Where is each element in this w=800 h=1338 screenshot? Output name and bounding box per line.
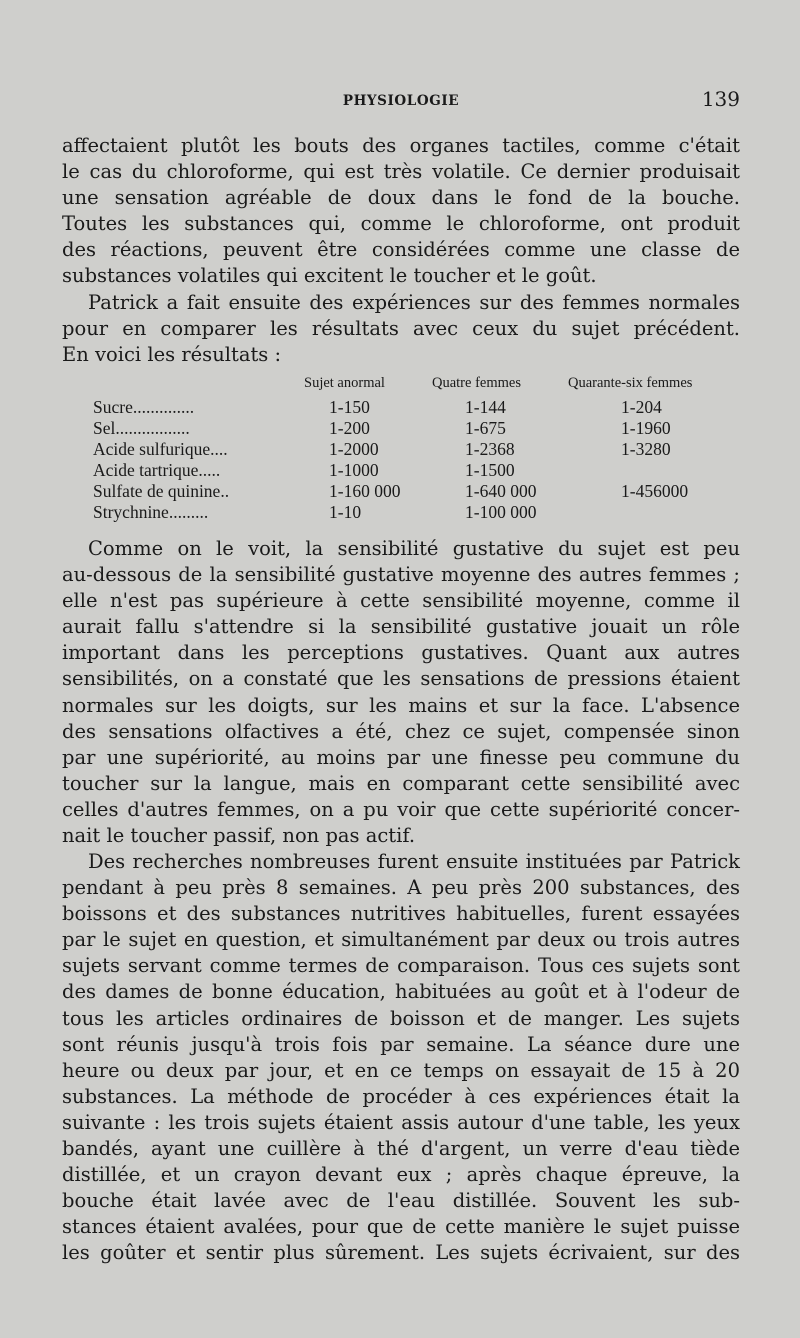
text-line: affectaient plutôt les bouts des organes tactiles, comme c'était (62, 134, 740, 157)
table-cell: 1-3280 (621, 439, 671, 459)
substance-name: Acide tartrique..... (93, 460, 221, 480)
text-line: substances. La méthode de procéder à ces expériences était la (62, 1084, 740, 1108)
text-line: des sensations olfactives a été, chez ce sujet, compensée sinon (62, 719, 740, 743)
table-cell: 1-160 000 (329, 481, 401, 501)
text-line: le cas du chloroforme, qui est très volatile. Ce dernier produisait (62, 160, 740, 184)
column-header: Quarante-six femmes (568, 375, 693, 391)
text-line: Comme on le voit, la sensibilité gustative du sujet est peu (88, 537, 740, 560)
text-line: En voici les résultats : (62, 343, 282, 367)
text-line: nait le toucher passif, non pas actif. (62, 824, 416, 848)
table-cell: 1-2000 (329, 439, 379, 459)
text-line: pour en comparer les résultats avec ceux du sujet précédent. (62, 317, 740, 341)
table-cell: 1-150 (329, 397, 370, 417)
table-header-row (93, 375, 743, 397)
text-line: Toutes les substances qui, comme le chloroforme, ont produit (62, 212, 740, 236)
running-header (62, 87, 740, 117)
text-line: suivante : les trois sujets étaient assis autour d'une table, les yeux (62, 1110, 740, 1134)
table-row (93, 502, 743, 523)
text-line: tous les articles ordinaires de boisson et de manger. Les sujets (62, 1006, 740, 1030)
text-line: des dames de bonne éducation, habituées au goût et à l'odeur de (62, 980, 740, 1004)
text-line: celles d'autres femmes, on a pu voir que cette supériorité concer- (62, 797, 740, 821)
column-header: Sujet anormal (304, 375, 385, 391)
table-cell: 1-144 (465, 397, 506, 417)
paragraph-intro-results (62, 290, 740, 368)
text-line: une sensation agréable de doux dans le fond de la bouche. (62, 186, 740, 210)
table-cell: 1-204 (621, 397, 662, 417)
substance-name: Sulfate de quinine.. (93, 481, 230, 501)
text-line: boissons et des substances nutritives habituelles, furent essayées (62, 902, 740, 926)
table-row (93, 439, 743, 460)
text-line: au-dessous de la sensibilité gustative moyenne des autres femmes ; (62, 563, 740, 587)
table-cell: 1-1500 (465, 460, 515, 480)
text-line: Des recherches nombreuses furent ensuite instituées par Patrick (88, 850, 740, 873)
text-line: elle n'est pas supérieure à cette sensibilité moyenne, comme il (62, 589, 740, 613)
text-line: normales sur les doigts, sur les mains et sur la face. L'absence (62, 693, 740, 717)
column-header: Quatre femmes (432, 375, 521, 391)
text-line: stances étaient avalées, pour que de cette manière le sujet puisse (62, 1215, 740, 1239)
page-number: 139 (701, 87, 740, 111)
text-line: substances volatiles qui excitent le toucher et le goût. (62, 264, 597, 288)
paragraph-method (62, 849, 740, 1267)
text-line: bandés, ayant une cuillère à thé d'argent, un verre d'eau tiède (62, 1137, 740, 1161)
substance-name: Strychnine......... (93, 502, 209, 522)
substance-name: Sucre.............. (93, 397, 195, 417)
paragraph-continued (62, 133, 740, 290)
text-line: Patrick a fait ensuite des expériences sur des femmes normales (88, 291, 740, 314)
table-cell: 1-675 (465, 418, 506, 438)
text-line: important dans les perceptions gustatives. Quant aux autres (62, 641, 740, 665)
table-row (93, 397, 743, 418)
substance-name: Acide sulfurique.... (93, 439, 228, 459)
table-cell: 1-1960 (621, 418, 671, 438)
table-cell: 1-200 (329, 418, 370, 438)
results-table (93, 375, 743, 523)
table-row (93, 418, 743, 439)
text-line: pendant à peu près 8 semaines. A peu près 200 substances, des (62, 876, 740, 900)
substance-name: Sel................. (93, 418, 190, 438)
table-cell: 1-10 (329, 502, 362, 522)
table-row (93, 481, 743, 502)
text-line: sensibilités, on a constaté que les sensations de pressions étaient (62, 667, 740, 691)
text-line: par une supériorité, au moins par une finesse peu commune du (62, 745, 740, 769)
text-line: heure ou deux par jour, et en ce temps on essayait de 15 à 20 (62, 1058, 740, 1082)
text-line: par le sujet en question, et simultanément par deux ou trois autres (62, 928, 740, 952)
text-line: aurait fallu s'attendre si la sensibilité gustative jouait un rôle (62, 615, 740, 639)
table-cell: 1-640 000 (465, 481, 537, 501)
text-line: les goûter et sentir plus sûrement. Les sujets écrivaient, sur des (62, 1241, 740, 1265)
table-row (93, 460, 743, 481)
running-title: PHYSIOLOGIE (342, 93, 460, 109)
text-line: distillée, et un crayon devant eux ; après chaque épreuve, la (62, 1163, 740, 1187)
table-cell: 1-456000 (621, 481, 689, 501)
paragraph-discussion (62, 536, 740, 849)
text-line: toucher sur la langue, mais en comparant cette sensibilité avec (62, 771, 740, 795)
text-line: bouche était lavée avec de l'eau distillée. Souvent les sub- (62, 1189, 740, 1213)
text-line: sont réunis jusqu'à trois fois par semaine. La séance dure une (62, 1032, 740, 1056)
table-cell: 1-100 000 (465, 502, 537, 522)
table-cell: 1-2368 (465, 439, 515, 459)
text-line: des réactions, peuvent être considérées comme une classe de (62, 238, 740, 262)
table-cell: 1-1000 (329, 460, 379, 480)
text-line: sujets servant comme termes de comparaison. Tous ces sujets sont (62, 954, 740, 978)
